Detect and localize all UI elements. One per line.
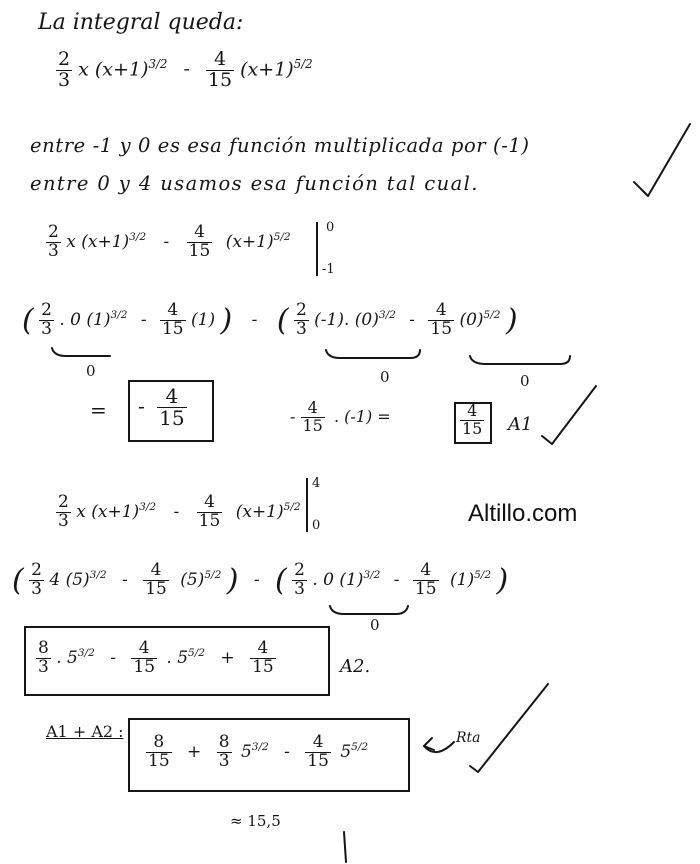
fraction-four-fifteenths: $\frac{4}{15}$ [414, 560, 437, 599]
fraction-four-fifteenths: $\frac{4}{15}$ [307, 732, 329, 771]
exponent: 5/2 [483, 309, 501, 322]
fraction-four-fifteenths: $\frac{4}{15}$ [133, 638, 156, 677]
operator: + [220, 647, 235, 668]
fraction-two-thirds: $\frac{2}{3}$ [31, 560, 42, 599]
term: (x+1) [235, 501, 284, 522]
exponent: 3/2 [110, 309, 128, 322]
minus-sign: - [138, 394, 145, 418]
zero-label-a: 0 [86, 362, 96, 380]
fraction-eight-thirds: $\frac{8}{3}$ [218, 732, 230, 771]
exponent: 5/2 [283, 501, 301, 514]
zero-label-c: 0 [520, 372, 530, 390]
term: 4 (5) [49, 569, 90, 590]
underbrace-b [326, 350, 420, 358]
checkmark-icon [470, 684, 548, 772]
term: (0) [459, 309, 484, 330]
underbrace-d [330, 606, 408, 614]
paren-close: ) [220, 302, 233, 338]
term: (1) [450, 569, 475, 590]
paren-close: ) [226, 562, 239, 598]
exponent: 3/2 [129, 231, 147, 244]
term: . 0 (1) [312, 569, 364, 590]
operator: - [251, 309, 258, 330]
term: (1) [191, 309, 216, 330]
paren-open: ( [276, 302, 289, 338]
term: x (x+1) [76, 501, 140, 522]
approximation: ≈ 15,5 [230, 812, 281, 830]
fraction-four-fifteenths: $\frac{4}{15}$ [161, 300, 184, 339]
A2-label: A2. [340, 656, 371, 677]
fraction-two-thirds: $\frac{2}{3}$ [58, 48, 71, 91]
A1-label: A1 [508, 414, 533, 435]
term: . 5 [56, 647, 78, 668]
fraction-four-fifteenths: $\frac{4}{15}$ [252, 638, 274, 677]
operator: - [409, 309, 415, 330]
exponent: 3/2 [77, 647, 95, 660]
operator: + [187, 741, 202, 762]
paren-open: ( [22, 302, 34, 338]
exponent: 5/2 [188, 647, 205, 660]
operator: - [163, 231, 170, 252]
zero-label-d: 0 [370, 616, 380, 634]
term: (-1). (0) [314, 309, 379, 330]
fraction-eight-fifteenths: $\frac{8}{15}$ [148, 732, 170, 771]
term: . 0 (1) [59, 309, 111, 330]
exponent: 5/2 [474, 569, 492, 582]
fraction-four-fifteenths: $\frac{4}{15}$ [159, 384, 185, 430]
lower-limit-1: -1 [322, 262, 335, 277]
checkmark-icon [634, 124, 690, 196]
term: (x+1) [225, 231, 274, 252]
exponent: 5/2 [293, 57, 313, 72]
fraction-four-fifteenths: $\frac{4}{15}$ [145, 560, 167, 599]
fraction-four-fifteenths: $\frac{4}{15}$ [430, 300, 453, 339]
fraction-eight-thirds: $\frac{8}{3}$ [38, 638, 49, 677]
fraction-four-fifteenths: $\frac{4}{15}$ [462, 401, 483, 438]
exponent: 3/2 [139, 501, 157, 514]
exponent: 5/2 [204, 569, 222, 582]
term: x (x+1) [78, 58, 149, 81]
operator: - [284, 741, 290, 762]
fraction-two-thirds: $\frac{2}{3}$ [294, 560, 305, 599]
exponent: 3/2 [148, 57, 168, 72]
term: (5) [180, 569, 205, 590]
fraction-four-fifteenths: $\frac{4}{15}$ [302, 398, 323, 435]
lower-limit-2: 0 [312, 518, 321, 533]
exponent: 5/2 [273, 231, 291, 244]
fraction-two-thirds: $\frac{2}{3}$ [48, 222, 59, 261]
fraction-four-fifteenths: $\frac{4}{15}$ [207, 48, 233, 91]
rta-label: Rta [456, 730, 481, 746]
fraction-two-thirds: $\frac{2}{3}$ [41, 300, 52, 339]
exponent: 3/2 [378, 309, 396, 322]
sum-label: A1 + A2 : [46, 722, 124, 741]
term: . (-1) = [333, 406, 391, 426]
operator: - [253, 569, 260, 590]
term: (x+1) [240, 58, 294, 81]
checkmark-icon [542, 386, 596, 444]
equals-sign: = [90, 398, 107, 422]
term: 5 [340, 741, 352, 762]
exponent: 5/2 [351, 741, 369, 754]
note-line-1: entre -1 y 0 es esa función multiplicada por (-1) [30, 134, 530, 157]
upper-limit-2: 4 [312, 476, 321, 491]
zero-label-b: 0 [380, 368, 390, 386]
operator: - [122, 569, 128, 590]
operator: - [183, 58, 190, 81]
exponent: 3/2 [89, 569, 107, 582]
term: x (x+1) [66, 231, 130, 252]
fraction-two-thirds: $\frac{2}{3}$ [58, 492, 69, 531]
watermark: Altillo.com [468, 500, 578, 527]
operator: - [173, 501, 180, 522]
minus-sign: - [290, 406, 296, 426]
heading-text: La integral queda: [38, 10, 244, 35]
term: 5 [240, 741, 252, 762]
paren-open: ( [12, 562, 24, 598]
operator: - [110, 647, 116, 668]
fraction-two-thirds: $\frac{2}{3}$ [295, 300, 307, 339]
operator: - [393, 569, 400, 590]
underbrace-c [470, 356, 570, 364]
operator: - [140, 309, 147, 330]
exponent: 3/2 [363, 569, 381, 582]
upper-limit-1: 0 [326, 220, 335, 235]
underbrace-a [52, 348, 110, 356]
note-line-2: entre 0 y 4 usamos esa función tal cual. [30, 172, 479, 195]
exponent: 3/2 [251, 741, 269, 754]
paren-close: ) [496, 562, 509, 598]
stray-mark [344, 832, 346, 862]
fraction-four-fifteenths: $\frac{4}{15}$ [188, 222, 211, 261]
paren-open: ( [274, 562, 287, 598]
fraction-four-fifteenths: $\frac{4}{15}$ [198, 492, 221, 531]
term: . 5 [166, 647, 189, 668]
paren-close: ) [505, 302, 518, 338]
